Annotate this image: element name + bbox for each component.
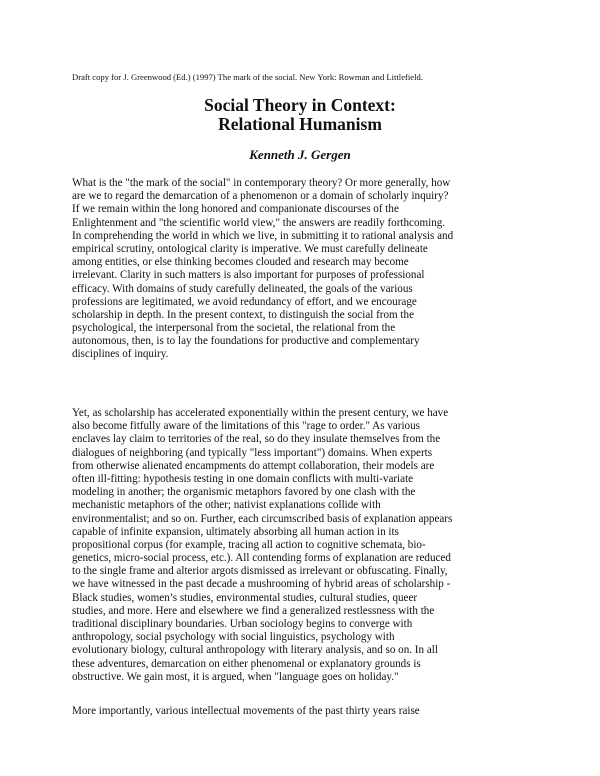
text-line: More importantly, various intellectual movements of the past thirty years raise	[72, 705, 420, 717]
text-line: Yet, as scholarship has accelerated exponentially within the present century, we have	[72, 407, 449, 419]
text-line: genetics, micro-social process, etc.). All contending forms of explanation are reduced	[72, 552, 451, 565]
text-line: efficacy. With domains of study carefully delineated, the goals of the various	[72, 282, 413, 295]
text-line: also become fitfully aware of the limitations of this "rage to order." As various	[72, 420, 420, 433]
text-line: from otherwise alienated encampments do attempt collaboration, their models are	[72, 459, 435, 472]
text-line: to the single frame and alterior argots dismissed as irrelevant or obfuscating. Finally,	[72, 565, 448, 578]
text-line: If we remain within the long honored and companionate discourses of the	[72, 203, 399, 216]
text-line: Enlightenment and "the scientific world view," the answers are readily forthcoming.	[72, 216, 446, 229]
text-line: empirical scrutiny, ontological clarity is imperative. We must carefully delineate	[72, 242, 428, 255]
text-line: dialogues of neighboring (and typically "less important") domains. When experts	[72, 446, 433, 459]
text-line: are we to regard the demarcation of a phenomenon or a domain of scholarly inquiry?	[72, 190, 449, 203]
text-line: we have witnessed in the past decade a mushrooming of hybrid areas of scholarship -	[72, 578, 451, 591]
author-name: Kenneth J. Gergen	[249, 147, 351, 162]
document-title	[0, 96, 600, 134]
text-line: What is the "the mark of the social" in contemporary theory? Or more generally, how	[72, 177, 451, 189]
text-line: mechanistic metaphors of the other; nativist explanations collide with	[72, 499, 381, 512]
text-line: scholarship in depth. In the present context, to distinguish the social from the	[72, 308, 414, 321]
text-line: evolutionary biology, cultural anthropology with literary analysis, and so on. In all	[72, 644, 438, 657]
text-line: disciplines of inquiry.	[72, 348, 169, 361]
text-line: studies, and more. Here and elsewhere we find a generalized restlessness with the	[72, 604, 435, 617]
title-line: Social Theory in Context:	[204, 95, 396, 115]
text-line: among entities, or else thinking becomes clouded and research may become	[72, 256, 409, 269]
text-line: irrelevant. Clarity in such matters is also important for purposes of professional	[72, 269, 425, 282]
text-line: enclaves lay claim to territories of the real, so do they insulate themselves from the	[72, 433, 441, 446]
title-line: Relational Humanism	[218, 114, 382, 134]
text-line: traditional disciplinary boundaries. Urban sociology begins to converge with	[72, 618, 413, 630]
paragraph-2	[72, 407, 452, 684]
text-line: autonomous, then, is to lay the foundations for productive and complementary	[72, 335, 420, 348]
text-line: these adventures, demarcation on either phenomenal or explanatory grounds is	[72, 657, 421, 670]
paragraph-1	[72, 177, 453, 362]
text-line: psychological, the interpersonal from the societal, the relational from the	[72, 322, 396, 335]
text-line: professions are legitimated, we avoid redundancy of effort, and we encourage	[72, 295, 417, 308]
text-line: obstructive. We gain most, it is argued, when "language goes on holiday."	[72, 670, 399, 683]
text-line: capable of infinite expansion, ultimately absorbing all human action in its	[72, 525, 399, 538]
text-line: propositional corpus (for example, tracing all action to cognitive schemata, bio-	[72, 538, 426, 551]
text-line: environmentalist; and so on. Further, each circumscribed basis of explanation appears	[72, 512, 453, 525]
text-line: In comprehending the world in which we live, in submitting it to rational analysis and	[72, 229, 454, 242]
citation-header: Draft copy for J. Greenwood (Ed.) (1997) The mark of the social. New York: Rowman and Littlefield.	[72, 72, 423, 82]
paragraph-3	[72, 705, 420, 718]
text-line: often ill-fitting: hypothesis testing in one domain conflicts with multi-variate	[72, 472, 414, 485]
text-line: modeling in another; the organismic metaphors favored by one clash with the	[72, 486, 416, 499]
text-line: anthropology, social psychology with social linguistics, psychology with	[72, 631, 395, 644]
text-line: Black studies, women’s studies, environmental studies, cultural studies, queer	[72, 591, 418, 604]
